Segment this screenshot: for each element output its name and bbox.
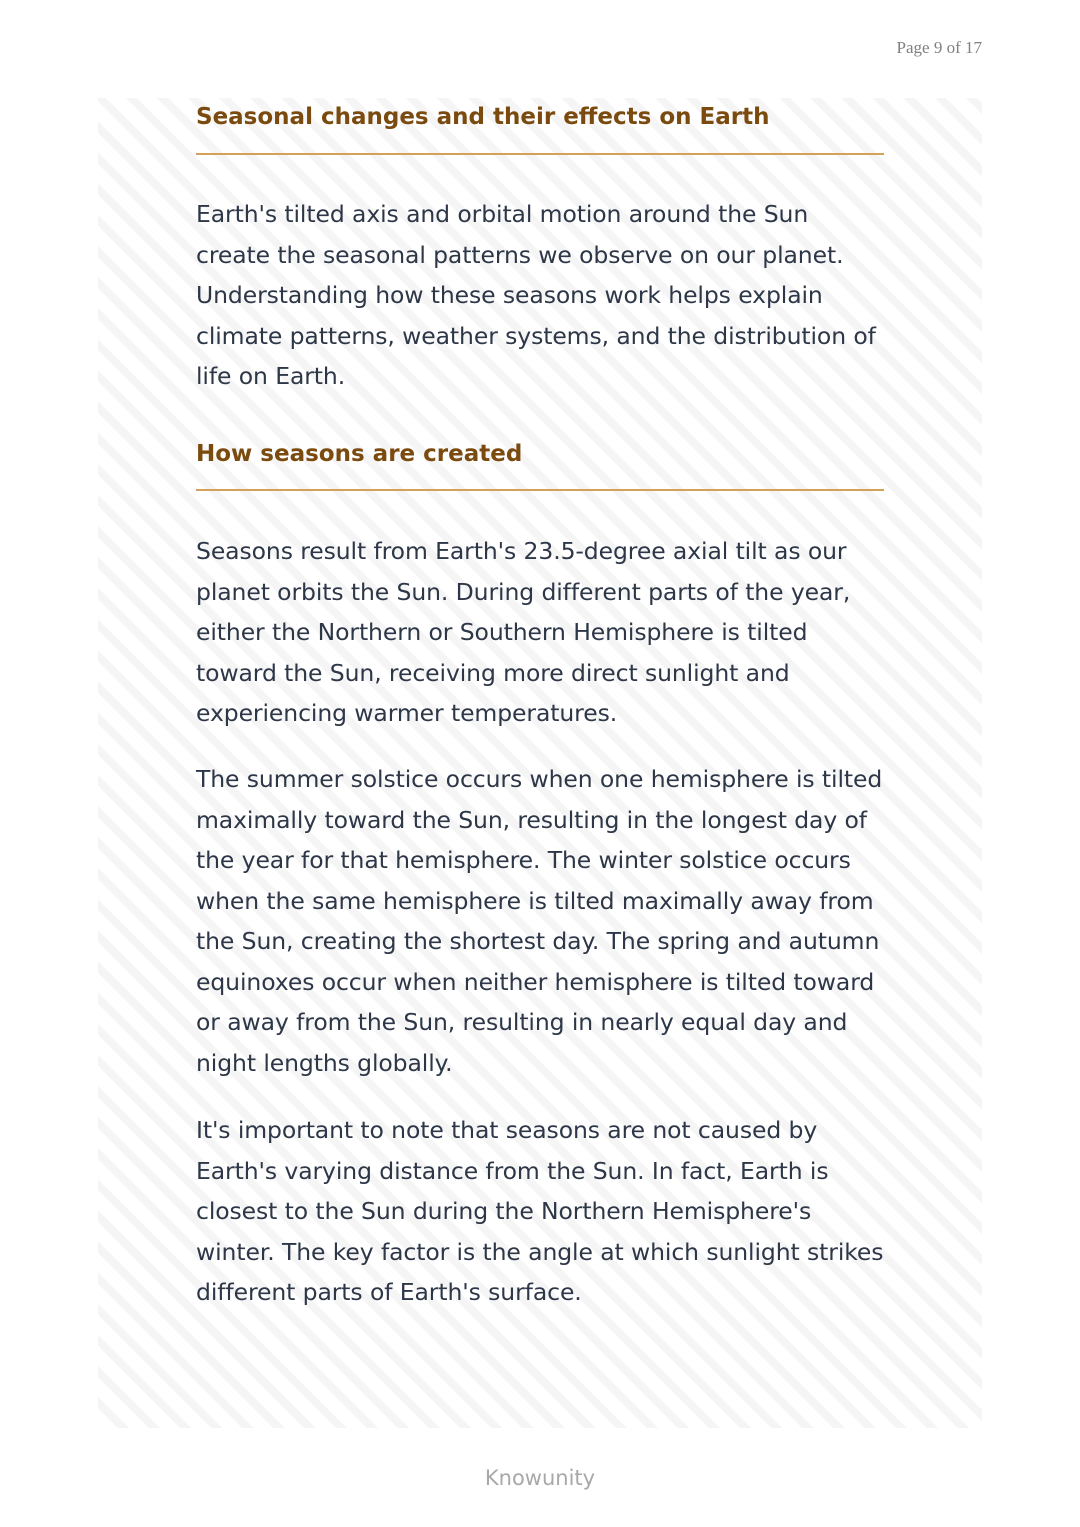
paragraph-solstices-equinoxes: The summer solstice occurs when one hemisphere is tilted maximally toward the Sun, resulting in the longest day of the year for that hemisphere. The winter solstice occurs when the same hemisphere is tilted maximally away from the Sun, creating the shortest day. The spring and autumn equinoxes occur when neither hemisphere is tilted toward or away from the Sun, resulting in nearly equal day and night lengths globally. xyxy=(196,765,883,1077)
subsection-title: How seasons are created xyxy=(196,441,523,467)
paragraph-distance-misconception: It's important to note that seasons are not caused by Earth's varying distance from the Sun. In fact, Earth is closest to the Sun during the Northern Hemisphere's winter. The key factor is the angle at which sunlight strikes different parts of Earth's surface. xyxy=(196,1116,884,1306)
section-title: Seasonal changes and their effects on Earth xyxy=(196,104,770,130)
paragraph-seasons-tilt: Seasons result from Earth's 23.5-degree axial tilt as our planet orbits the Sun. During different parts of the year, either the Northern or Southern Hemisphere is tilted toward the Sun, receiving more direct sunlight and experiencing warmer temperatures. xyxy=(196,537,851,727)
page-number: Page 9 of 17 xyxy=(896,38,982,57)
footer-brand: Knowunity xyxy=(484,1466,596,1490)
section-title-divider xyxy=(196,153,884,155)
intro-paragraph: Earth's tilted axis and orbital motion around the Sun create the seasonal patterns we observe on our planet. Understanding how these seasons work helps explain climate patterns, weather systems, and the distribution of life on Earth. xyxy=(196,200,876,390)
subsection-title-divider xyxy=(196,489,884,491)
content-panel xyxy=(98,98,982,1428)
